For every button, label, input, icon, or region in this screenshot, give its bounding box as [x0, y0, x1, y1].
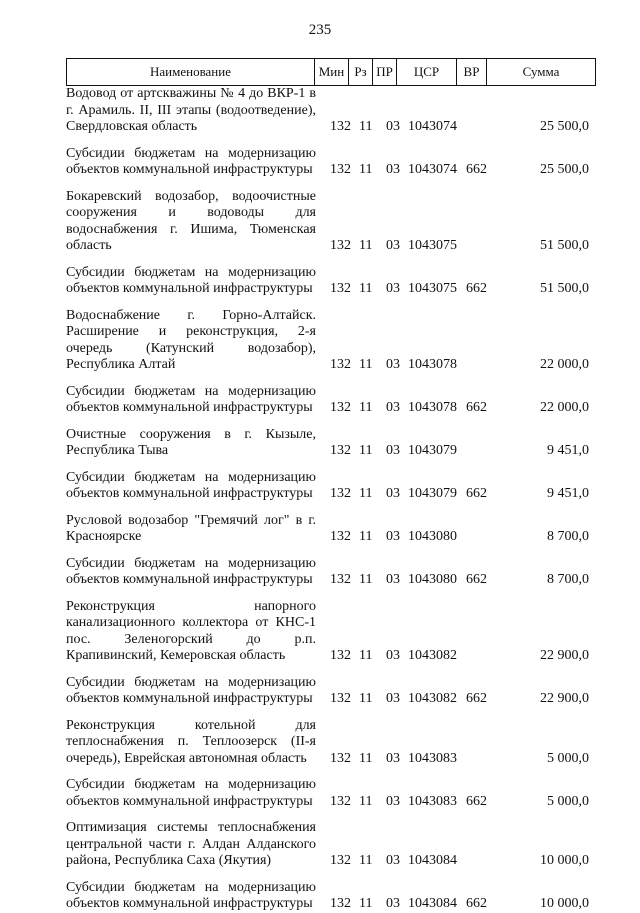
row-sum: 22 000,0 — [540, 357, 589, 372]
header-vr: ВР — [457, 59, 487, 85]
table-row — [0, 308, 640, 374]
row-pr: 03 — [386, 750, 400, 766]
row-sum: 8 700,0 — [547, 529, 589, 544]
row-csr: 1043074 — [408, 119, 457, 134]
table-row — [0, 880, 640, 913]
row-rz: 11 — [359, 691, 373, 706]
row-rz: 11 — [359, 648, 373, 663]
row-sum: 10 000,0 — [540, 853, 589, 868]
row-rz: 11 — [359, 162, 373, 177]
row-min: 132 — [330, 486, 351, 501]
row-vr: 662 — [466, 896, 487, 911]
row-csr: 1043074 — [408, 162, 457, 177]
row-rz: 11 — [359, 119, 373, 134]
row-rz: 11 — [359, 357, 373, 372]
row-name: Очистные сооружения в г. Кызыле, Республика Тыва — [66, 426, 316, 458]
row-sum: 25 500,0 — [540, 119, 589, 134]
row-name: Субсидии бюджетам на модернизацию объектов коммунальной инфраструктуры — [66, 777, 316, 809]
row-csr: 1043080 — [408, 529, 457, 544]
row-sum: 25 500,0 — [540, 162, 589, 177]
row-min: 132 — [330, 238, 351, 253]
row-sum: 9 451,0 — [547, 486, 589, 501]
header-name: Наименование — [67, 59, 315, 85]
row-vr: 662 — [466, 793, 487, 809]
row-sum: 5 000,0 — [547, 793, 589, 809]
row-rz: 11 — [359, 486, 373, 501]
row-csr: 1043078 — [408, 400, 457, 415]
row-name: Субсидии бюджетам на модернизацию объектов коммунальной инфраструктуры — [66, 555, 316, 587]
row-sum: 51 500,0 — [540, 238, 589, 253]
row-name: Субсидии бюджетам на модернизацию объектов коммунальной инфраструктуры — [66, 879, 316, 911]
row-csr: 1043084 — [408, 896, 457, 911]
row-pr: 03 — [386, 281, 400, 296]
row-min: 132 — [330, 896, 351, 911]
table-row — [0, 470, 640, 503]
row-sum: 22 900,0 — [540, 691, 589, 706]
row-min: 132 — [330, 691, 351, 706]
row-sum: 9 451,0 — [547, 443, 589, 458]
table-row — [0, 718, 640, 768]
row-rz: 11 — [359, 529, 373, 544]
header-pr: ПР — [373, 59, 397, 85]
table-row — [0, 675, 640, 708]
row-pr: 03 — [386, 572, 400, 587]
row-min: 132 — [330, 400, 351, 415]
row-min: 132 — [330, 162, 351, 177]
row-csr: 1043084 — [408, 853, 457, 868]
row-name: Субсидии бюджетам на модернизацию объектов коммунальной инфраструктуры — [66, 674, 316, 706]
row-name: Водовод от артскважины № 4 до ВКР-1 в г. Арамиль. II, III этапы (водоотведение), Свердловская область — [66, 86, 316, 134]
row-pr: 03 — [386, 162, 400, 177]
row-sum: 22 000,0 — [540, 400, 589, 415]
table-row — [0, 820, 640, 870]
header-rz: Рз — [349, 59, 373, 85]
row-sum: 8 700,0 — [547, 572, 589, 587]
row-pr: 03 — [386, 896, 400, 911]
row-csr: 1043083 — [408, 793, 457, 809]
table-row — [0, 146, 640, 179]
row-min: 132 — [330, 572, 351, 587]
row-pr: 03 — [386, 853, 400, 868]
table-header — [66, 58, 596, 86]
row-pr: 03 — [386, 119, 400, 134]
row-min: 132 — [330, 357, 351, 372]
row-rz: 11 — [359, 750, 373, 766]
page-number: 235 — [308, 22, 332, 38]
row-min: 132 — [330, 443, 351, 458]
row-rz: 11 — [359, 793, 373, 809]
row-sum: 5 000,0 — [547, 750, 589, 766]
row-sum: 22 900,0 — [540, 648, 589, 663]
row-pr: 03 — [386, 793, 400, 809]
row-name: Оптимизация системы теплоснабжения центральной части г. Алдан Алданского района, Республика Саха (Якутия) — [66, 820, 316, 868]
row-min: 132 — [330, 281, 351, 296]
row-pr: 03 — [386, 443, 400, 458]
row-csr: 1043080 — [408, 572, 457, 587]
row-rz: 11 — [359, 896, 373, 911]
row-rz: 11 — [359, 281, 373, 296]
row-rz: 11 — [359, 443, 373, 458]
row-name: Субсидии бюджетам на модернизацию объектов коммунальной инфраструктуры — [66, 264, 316, 296]
table-row — [0, 599, 640, 665]
row-pr: 03 — [386, 400, 400, 415]
row-min: 132 — [330, 119, 351, 134]
row-csr: 1043079 — [408, 486, 457, 501]
table-row — [0, 384, 640, 417]
table-body — [0, 86, 640, 913]
row-name: Водоснабжение г. Горно-Алтайск. Расширение и реконструкция, 2-я очередь (Катунский водозабор), Республика Алтай — [66, 307, 316, 372]
table-row — [0, 513, 640, 546]
row-pr: 03 — [386, 486, 400, 501]
row-pr: 03 — [386, 357, 400, 372]
row-vr: 662 — [466, 572, 487, 587]
row-name: Субсидии бюджетам на модернизацию объектов коммунальной инфраструктуры — [66, 145, 316, 177]
row-vr: 662 — [466, 162, 487, 177]
row-name: Бокаревский водозабор, водоочистные сооружения и водоводы для водоснабжения г. Ишима, Тюменская область — [66, 188, 316, 253]
row-name: Реконструкция котельной для теплоснабжения п. Теплоозерск (II-я очередь), Еврейская автономная область — [66, 717, 316, 766]
row-pr: 03 — [386, 529, 400, 544]
row-vr: 662 — [466, 400, 487, 415]
row-sum: 51 500,0 — [540, 281, 589, 296]
row-csr: 1043083 — [408, 750, 457, 766]
table-row — [0, 777, 640, 810]
row-csr: 1043079 — [408, 443, 457, 458]
row-rz: 11 — [359, 572, 373, 587]
row-sum: 10 000,0 — [540, 896, 589, 911]
row-pr: 03 — [386, 691, 400, 706]
row-vr: 662 — [466, 691, 487, 706]
row-rz: 11 — [359, 853, 373, 868]
row-name: Русловой водозабор "Гремячий лог" в г. Красноярске — [66, 512, 316, 544]
row-min: 132 — [330, 648, 351, 663]
row-pr: 03 — [386, 238, 400, 253]
table-row — [0, 189, 640, 255]
row-csr: 1043075 — [408, 238, 457, 253]
table-row — [0, 556, 640, 589]
row-min: 132 — [330, 853, 351, 868]
row-name: Субсидии бюджетам на модернизацию объектов коммунальной инфраструктуры — [66, 383, 316, 415]
row-csr: 1043082 — [408, 691, 457, 706]
header-min: Мин — [315, 59, 349, 85]
row-pr: 03 — [386, 648, 400, 663]
table-row — [0, 427, 640, 460]
table-row — [0, 265, 640, 298]
row-vr: 662 — [466, 281, 487, 296]
row-vr: 662 — [466, 486, 487, 501]
row-csr: 1043082 — [408, 648, 457, 663]
row-rz: 11 — [359, 238, 373, 253]
row-rz: 11 — [359, 400, 373, 415]
header-csr: ЦСР — [397, 59, 457, 85]
row-min: 132 — [330, 750, 351, 766]
table-row — [0, 86, 640, 136]
row-csr: 1043075 — [408, 281, 457, 296]
row-csr: 1043078 — [408, 357, 457, 372]
row-min: 132 — [330, 529, 351, 544]
row-name: Реконструкция напорного канализационного коллектора от КНС-1 пос. Зеленогорский до р.п. Крапивинский, Кемеровская область — [66, 598, 316, 663]
header-sum: Сумма — [522, 64, 560, 79]
row-name: Субсидии бюджетам на модернизацию объектов коммунальной инфраструктуры — [66, 469, 316, 501]
row-min: 132 — [330, 793, 351, 809]
